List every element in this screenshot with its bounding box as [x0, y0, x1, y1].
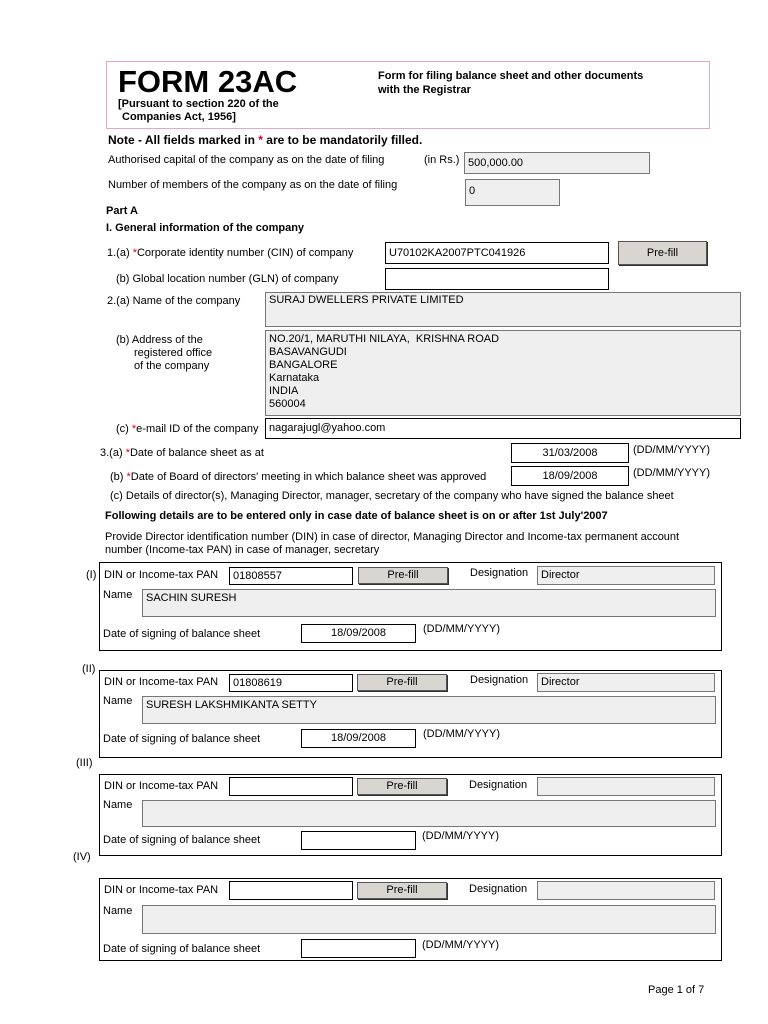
signer-2-name-label: Name — [103, 695, 133, 707]
cin-prefix: 1.(a) — [107, 247, 133, 259]
capital-unit: (in Rs.) — [424, 154, 460, 166]
signer-4-din-label: DIN or Income-tax PAN — [104, 884, 219, 896]
signer-4-din-field[interactable] — [229, 881, 353, 900]
signer-2-date-label: Date of signing of balance sheet — [103, 733, 261, 745]
cin-field[interactable]: U70102KA2007PTC041926 — [385, 242, 609, 264]
pursuant-line-2: Companies Act, 1956] — [122, 111, 236, 123]
signer-2-prefill-button[interactable]: Pre-fill — [357, 674, 447, 691]
email-label — [116, 423, 258, 435]
signer-3-number: (III) — [76, 757, 93, 769]
board-date-label-text: Date of Board of directors' meeting in which balance sheet was approved — [130, 471, 487, 483]
address-label-3: of the company — [134, 360, 210, 372]
form-description-1: Form for filing balance sheet and other documents — [378, 70, 644, 82]
board-date-format: (DD/MM/YYYY) — [633, 467, 710, 479]
cin-prefill-button[interactable]: Pre-fill — [618, 241, 707, 265]
signer-3-designation-label: Designation — [469, 779, 528, 791]
signer-1-prefill-button[interactable]: Pre-fill — [358, 567, 448, 584]
email-label-text: e-mail ID of the company — [136, 423, 259, 435]
members-label: Number of members of the company as on the date of filing — [108, 179, 398, 191]
signer-2-date-format: (DD/MM/YYYY) — [423, 728, 500, 740]
signer-3-date-label: Date of signing of balance sheet — [103, 834, 261, 846]
bs-date-format: (DD/MM/YYYY) — [633, 444, 710, 456]
email-prefix: (c) — [116, 423, 132, 435]
page-number: Page 1 of 7 — [648, 984, 705, 996]
general-info-title: I. General information of the company — [106, 222, 305, 234]
company-name-field[interactable]: SURAJ DWELLERS PRIVATE LIMITED — [265, 292, 741, 327]
signer-3-name-label: Name — [103, 799, 133, 811]
signer-2-date-field[interactable]: 18/09/2008 — [301, 729, 416, 748]
signer-2-designation-label: Designation — [470, 674, 529, 686]
cin-label-text: Corporate identity number (CIN) of company — [136, 247, 354, 259]
bs-date-label-text: Date of balance sheet as at — [129, 447, 264, 459]
signer-3-name-field[interactable] — [142, 800, 716, 827]
bs-date-prefix: 3.(a) — [100, 447, 126, 459]
signer-1-date-label: Date of signing of balance sheet — [103, 628, 261, 640]
signer-2-din-label: DIN or Income-tax PAN — [104, 676, 219, 688]
signer-4-date-field[interactable] — [301, 939, 416, 958]
form-title: FORM 23AC — [118, 64, 298, 99]
form-description-2: with the Registrar — [378, 84, 471, 96]
cin-label — [107, 247, 353, 259]
authorised-capital-field[interactable]: 500,000.00 — [464, 152, 650, 174]
signer-2-din-field[interactable]: 01808619 — [229, 674, 353, 692]
signer-3-din-field[interactable] — [229, 777, 353, 796]
company-name-label: 2.(a) Name of the company — [107, 295, 241, 307]
email-required-star: * — [131, 423, 137, 435]
board-date-prefix: (b) — [110, 471, 127, 483]
following-note: Following details are to be entered only in case date of balance sheet is on or after 1st July'2007 — [105, 510, 608, 522]
signer-1-name-field[interactable]: SACHIN SURESH — [142, 589, 716, 617]
signer-2-number: (II) — [82, 663, 96, 675]
signer-4-date-label: Date of signing of balance sheet — [103, 943, 261, 955]
note-suffix: are to be mandatorily filled. — [262, 133, 423, 147]
part-a-title: Part A — [106, 205, 138, 217]
registered-address-field[interactable]: NO.20/1, MARUTHI NILAYA, KRISHNA ROAD BASAVANGUDI BANGALORE Karnataka INDIA 560004 — [265, 330, 741, 416]
signer-4-name-field[interactable] — [142, 905, 716, 934]
signer-2-designation-field[interactable]: Director — [537, 673, 715, 692]
signer-1-din-label: DIN or Income-tax PAN — [104, 569, 219, 581]
gln-label: (b) Global location number (GLN) of company — [116, 273, 339, 285]
signer-1-designation-label: Designation — [470, 567, 529, 579]
cin-required-star: * — [132, 247, 137, 259]
bs-date-required-star: * — [125, 447, 130, 459]
signer-4-number: (IV) — [73, 851, 91, 863]
signer-4-name-label: Name — [103, 905, 133, 917]
signer-1-din-field[interactable]: 01808557 — [229, 567, 353, 585]
signer-4-designation-label: Designation — [469, 883, 528, 895]
members-field[interactable]: 0 — [465, 179, 560, 206]
signer-3-designation-field[interactable] — [537, 777, 715, 796]
signer-4-designation-field[interactable] — [537, 881, 715, 900]
address-label-2: registered office — [134, 347, 213, 359]
bs-date-label — [100, 447, 264, 459]
signer-1-date-format: (DD/MM/YYYY) — [423, 623, 500, 635]
signer-4-prefill-button[interactable]: Pre-fill — [357, 882, 447, 899]
signer-4-date-format: (DD/MM/YYYY) — [422, 939, 499, 951]
board-date-label — [110, 471, 486, 483]
signer-3-din-label: DIN or Income-tax PAN — [104, 780, 219, 792]
balance-sheet-date-field[interactable]: 31/03/2008 — [511, 443, 629, 463]
signer-1-designation-field[interactable]: Director — [537, 566, 715, 585]
signers-label: (c) Details of director(s), Managing Director, manager, secretary of the company who have signed the balance sheet — [110, 490, 674, 502]
signer-1-date-field[interactable]: 18/09/2008 — [301, 624, 416, 643]
note-prefix: Note - All fields marked in — [108, 133, 259, 147]
note-star: * — [258, 133, 263, 147]
provide-line-2: number (Income-tax PAN) in case of manager, secretary — [105, 544, 380, 556]
signer-3-prefill-button[interactable]: Pre-fill — [357, 778, 447, 795]
provide-line-1: Provide Director identification number (DIN) in case of director, Managing Director and Income-tax permanent account — [105, 531, 680, 543]
board-meeting-date-field[interactable]: 18/09/2008 — [511, 466, 629, 486]
signer-3-date-format: (DD/MM/YYYY) — [422, 830, 499, 842]
address-label-1: (b) Address of the — [116, 334, 203, 346]
signer-2-name-field[interactable]: SURESH LAKSHMIKANTA SETTY — [142, 696, 716, 724]
mandatory-note — [108, 133, 422, 147]
signer-1-number: (I) — [86, 569, 97, 581]
email-field[interactable]: nagarajugl@yahoo.com — [265, 418, 741, 439]
signer-1-name-label: Name — [103, 589, 133, 601]
capital-label: Authorised capital of the company as on the date of filing — [108, 154, 385, 166]
board-date-required-star: * — [126, 471, 131, 483]
signer-3-date-field[interactable] — [301, 831, 416, 850]
gln-field[interactable] — [385, 268, 609, 290]
pursuant-line-1: [Pursuant to section 220 of the — [118, 98, 279, 110]
